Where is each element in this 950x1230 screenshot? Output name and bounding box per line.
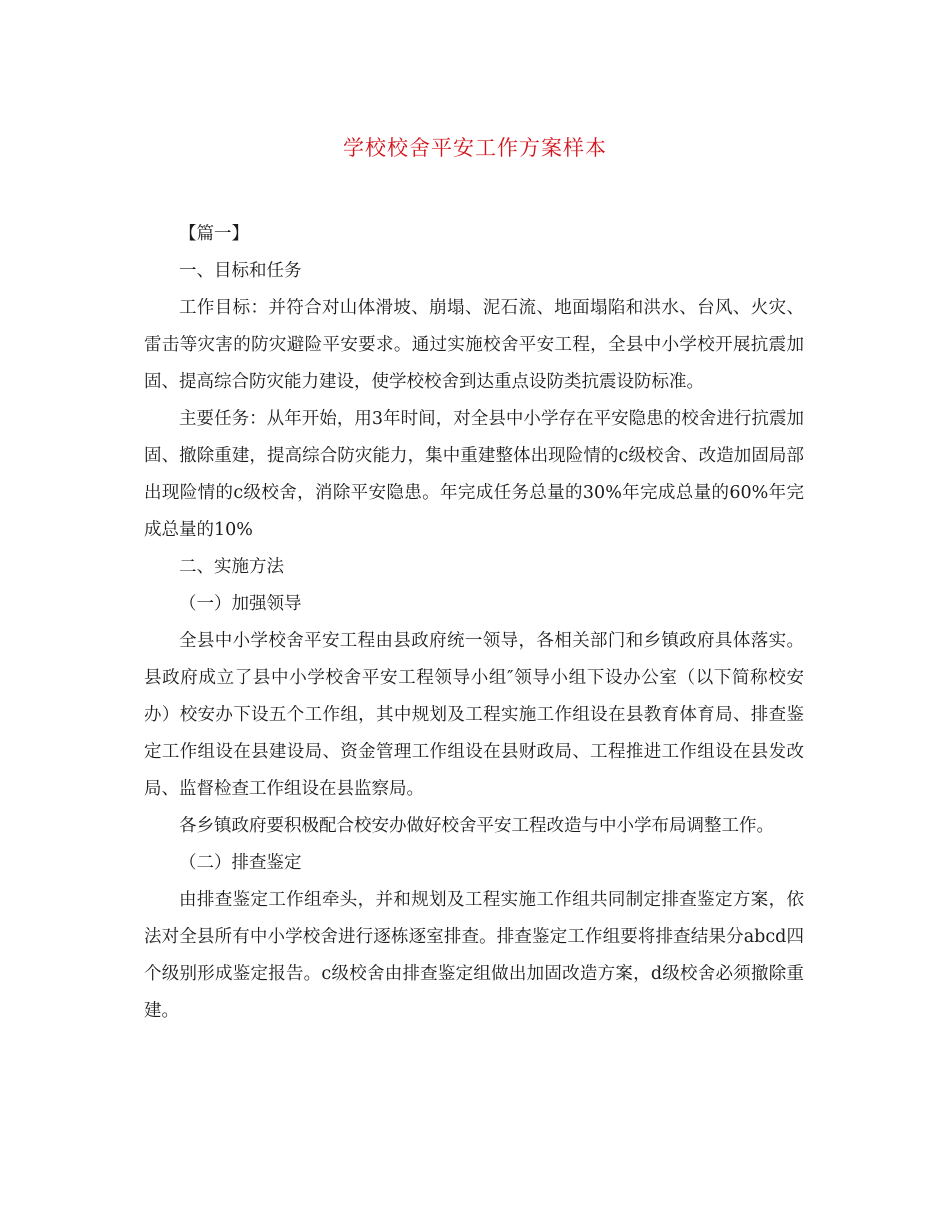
paragraph: 全县中小学校舍平安工程由县政府统一领导，各相关部门和乡镇政府具体落实。县政府成立了县中小学校舍平安工程领导小组″领导小组下设办公室（以下简称校安办）校安办下设五个工作组，其中规划及工程实施工作组设在县教育体育局、排查鉴定工作组设在县建设局、资金管理工作组设在县财政局、工程推进工作组设在县发改局、监督检查工作组设在县监察局。 [144, 631, 804, 799]
section-heading: 一、目标和任务 [179, 261, 302, 281]
paragraph: 主要任务：从年开始，用3年时间，对全县中小学存在平安隐患的校舍进行抗震加固、撤除重建，提高综合防灾能力，集中重建整体出现险情的c级校舍、改造加固局部出现险情的c级校舍，消除平安隐患。年完成任务总量的30%年完成总量的60%年完成总量的10% [144, 409, 804, 540]
paragraph: 工作目标：并符合对山体滑坡、崩塌、泥石流、地面塌陷和洪水、台风、火灾、雷击等灾害的防灾避险平安要求。通过实施校舍平安工程，全县中小学校开展抗震加固、提高综合防灾能力建设，使学校校舍到达重点设防类抗震设防标准。 [144, 298, 804, 392]
document-body [144, 216, 804, 1030]
document-title: 学校校舍平安工作方案样本 [343, 136, 607, 160]
paragraph: 各乡镇政府要积极配合校安办做好校舍平安工程改造与中小学布局调整工作。 [179, 816, 774, 836]
subsection-heading: （一）加强领导 [179, 594, 302, 614]
subsection-heading: （二）排查鉴定 [179, 853, 302, 873]
paragraph: 由排查鉴定工作组牵头，并和规划及工程实施工作组共同制定排查鉴定方案，依法对全县所有中小学校舍进行逐栋逐室排查。排查鉴定工作组要将排查结果分abcd四个级别形成鉴定报告。c级校舍由排查鉴定组做出加固改造方案，d级校舍必须撤除重建。 [144, 890, 804, 1021]
section-heading: 二、实施方法 [179, 557, 284, 577]
section-label: 【篇一】 [179, 224, 249, 244]
